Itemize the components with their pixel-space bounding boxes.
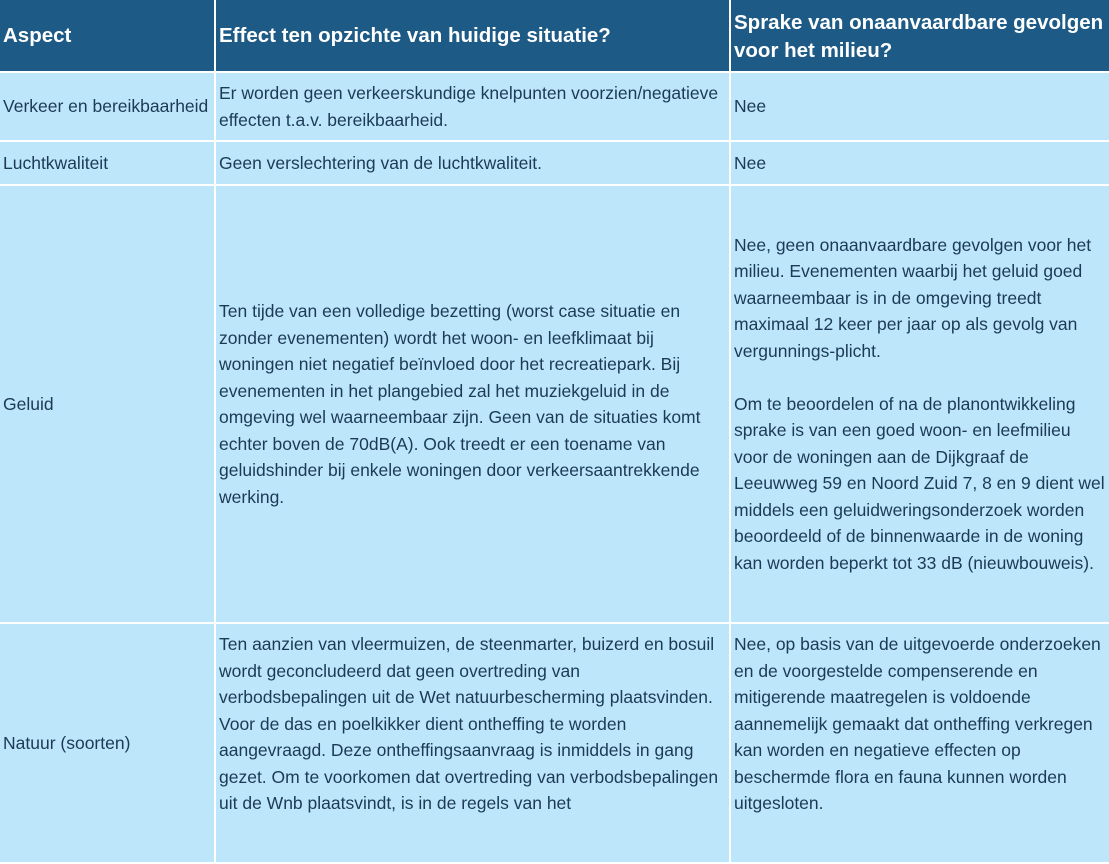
cell-gevolgen (731, 624, 1109, 864)
cell-effect: Ten aanzien van vleermuizen, de steenmarter, buizerd en bosuil wordt geconcludeerd dat geen overtreding van verbodsbepalingen uit de Wet natuurbescherming plaatsvinden. Voor de das en poelkikker dient ontheffing te worden aangevraagd. Deze ontheffingsaanvraag is inmiddels in gang gezet. Om te voorkomen dat overtreding van verbodsbepalingen uit de Wnb plaatsvindt, is in de regels van het (216, 624, 731, 864)
cell-effect: Ten tijde van een volledige bezetting (worst case situatie en zonder evenementen) wordt het woon- en leefklimaat bij woningen niet negatief beïnvloed door het recreatiepark. Bij evenementen in het plangebied zal het muziekgeluid in de omgeving wel waarneembaar zijn. Geen van de situaties komt echter boven de 70dB(A). Ook treedt er een toename van geluidshinder bij enkele woningen door verkeersaantrekkende werking. (216, 186, 731, 624)
gevolgen-paragraph: Nee, op basis van de uitgevoerde onderzoeken en de voorgestelde compenserende en mitigerende maatregelen is voldoende aannemelijk gemaakt dat ontheffing verkregen kan worden en negatieve effecten op beschermde flora en fauna kunnen worden uitgesloten. (734, 634, 1101, 813)
paragraph-gap (734, 364, 1106, 391)
gevolgen-paragraph: Om te beoordelen of na de planontwikkeling sprake is van een goed woon- en leefmilieu voor de woningen aan de Dijkgraaf de Leeuwweg 59 en Noord Zuid 7, 8 en 9 dient wel middels een geluidweringsonderzoek worden beoordeeld of de binnenwaarde in de woning kan worden beperkt tot 33 dB (nieuwbouweis). (734, 393, 1105, 573)
cell-gevolgen (731, 73, 1109, 142)
table-row (0, 186, 1109, 624)
cell-gevolgen (731, 142, 1109, 186)
gevolgen-paragraph: Nee (734, 96, 767, 117)
gevolgen-paragraph: Nee (734, 152, 767, 173)
cell-effect: Er worden geen verkeerskundige knelpunten voorzien/negatieve effecten t.a.v. bereikbaarheid. (216, 73, 731, 142)
header-aspect: Aspect (0, 0, 216, 73)
cell-aspect: Luchtkwaliteit (0, 142, 216, 186)
table-row (0, 142, 1109, 186)
header-effect: Effect ten opzichte van huidige situatie? (216, 0, 731, 73)
table-header-row (0, 0, 1109, 73)
cell-aspect: Natuur (soorten) (0, 624, 216, 864)
cell-aspect: Verkeer en bereikbaarheid (0, 73, 216, 142)
table-row (0, 73, 1109, 142)
header-gevolgen: Sprake van onaanvaardbare gevolgen voor het milieu? (731, 0, 1109, 73)
cell-effect: Geen verslechtering van de luchtkwaliteit. (216, 142, 731, 186)
cell-gevolgen (731, 186, 1109, 624)
table-row (0, 624, 1109, 864)
cell-aspect: Geluid (0, 186, 216, 624)
gevolgen-paragraph: Nee, geen onaanvaardbare gevolgen voor het milieu. Evenementen waarbij het geluid goed waarneembaar is in de omgeving treedt maximaal 12 keer per jaar op als gevolg van vergunnings-plicht. (734, 234, 1092, 361)
